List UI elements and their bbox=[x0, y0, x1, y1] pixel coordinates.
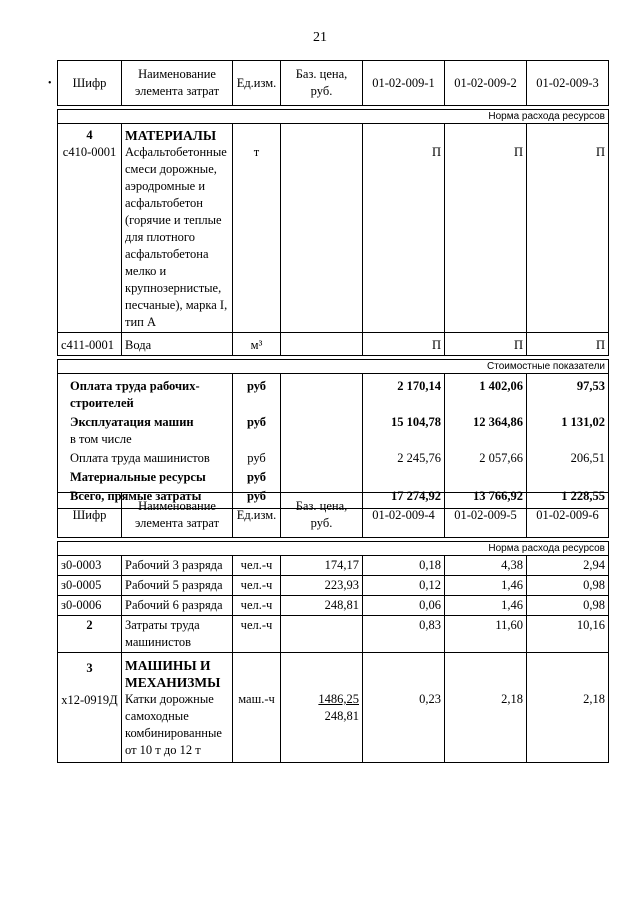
summary-value-3 bbox=[527, 468, 609, 487]
norm-caption: Норма расхода ресурсов bbox=[58, 110, 609, 124]
section-code: 3 bbox=[86, 661, 93, 675]
summary-value-2: 2 057,66 bbox=[445, 449, 527, 468]
table-row-value-1: 0,23 bbox=[363, 653, 445, 763]
margin-bullet: • bbox=[48, 78, 52, 89]
summary-name: Всего, прямые затраты bbox=[58, 487, 233, 509]
header-unit: Ед.изм. bbox=[233, 493, 281, 538]
table-row-value-2: 1,46 bbox=[445, 576, 527, 596]
summary-name: Эксплуатация машин bbox=[70, 415, 194, 429]
table-header-row bbox=[58, 61, 609, 106]
table-row-value-1: 0,18 bbox=[363, 556, 445, 576]
header-col-5: 01-02-009-5 bbox=[445, 493, 527, 538]
summary-value-2 bbox=[445, 468, 527, 487]
summary-unit: руб bbox=[233, 449, 281, 468]
table-row-code: з0-0003 bbox=[58, 556, 122, 576]
summary-value-2: 13 766,92 bbox=[445, 487, 527, 509]
table-row-value-2: 1,46 bbox=[445, 596, 527, 616]
summary-subcaption: в том числе bbox=[70, 432, 132, 446]
table-row-unit: маш.-ч bbox=[233, 653, 281, 763]
cost-caption: Стоимостные показатели bbox=[58, 360, 609, 374]
summary-unit: руб bbox=[233, 487, 281, 509]
summary-row bbox=[58, 468, 609, 487]
table-row-name: Вода bbox=[122, 333, 233, 356]
table-row-unit: чел.-ч bbox=[233, 576, 281, 596]
page-number: 21 bbox=[313, 30, 327, 45]
table-row-name: Рабочий 5 разряда bbox=[122, 576, 233, 596]
header-code: Шифр bbox=[58, 61, 122, 106]
summary-unit: руб bbox=[233, 468, 281, 487]
table-row-name: Катки дорожные самоходные комбинированные от 10 т до 12 т bbox=[125, 692, 222, 757]
table-row-price: 223,93 bbox=[281, 576, 363, 596]
section-title: МАШИНЫ И МЕХАНИЗМЫ bbox=[125, 658, 221, 690]
summary-name: Материальные ресурсы bbox=[58, 468, 233, 487]
materials-section-row bbox=[58, 124, 609, 333]
table-row-value-1: П bbox=[363, 333, 445, 356]
table-row-price-secondary: 248,81 bbox=[324, 709, 359, 723]
summary-value-1: 17 274,92 bbox=[363, 487, 445, 509]
table-row-unit: т bbox=[233, 124, 281, 333]
summary-row bbox=[58, 413, 609, 449]
labor-row bbox=[58, 616, 609, 653]
cost-caption-row bbox=[58, 360, 609, 374]
header-unit: Ед.изм. bbox=[233, 61, 281, 106]
table-row-name: Рабочий 3 разряда bbox=[122, 556, 233, 576]
table-row-value-1: 0,12 bbox=[363, 576, 445, 596]
section-code: 4 bbox=[86, 128, 93, 142]
table-row-unit: чел.-ч bbox=[233, 596, 281, 616]
table-header-row bbox=[58, 493, 609, 538]
table-row bbox=[58, 576, 609, 596]
summary-value-2: 1 402,06 bbox=[445, 374, 527, 414]
summary-unit: руб bbox=[233, 374, 281, 414]
summary-value-1 bbox=[363, 468, 445, 487]
table-row-code: с410-0001 bbox=[62, 145, 117, 159]
table-row bbox=[58, 333, 609, 356]
norm-caption-row bbox=[58, 110, 609, 124]
table-row-price bbox=[281, 124, 363, 333]
norm-caption: Норма расхода ресурсов bbox=[58, 542, 609, 556]
header-price: Баз. цена, руб. bbox=[281, 61, 363, 106]
summary-value-3: 206,51 bbox=[527, 449, 609, 468]
table-row-code: х12-0919Д bbox=[61, 693, 118, 707]
labor-code: 2 bbox=[58, 616, 122, 653]
header-col-2: 01-02-009-2 bbox=[445, 61, 527, 106]
header-code: Шифр bbox=[58, 493, 122, 538]
header-col-6: 01-02-009-6 bbox=[527, 493, 609, 538]
table-row-price: 174,17 bbox=[281, 556, 363, 576]
table-row-name: Рабочий 6 разряда bbox=[122, 596, 233, 616]
table-row-code: с411-0001 bbox=[58, 333, 122, 356]
norm-caption-row bbox=[58, 542, 609, 556]
summary-value-1: 2 170,14 bbox=[363, 374, 445, 414]
header-name: Наименование элемента затрат bbox=[122, 61, 233, 106]
table-row-value-3: 2,94 bbox=[527, 556, 609, 576]
header-col-3: 01-02-009-3 bbox=[527, 61, 609, 106]
table-row bbox=[58, 556, 609, 576]
table-row-price: 248,81 bbox=[281, 596, 363, 616]
summary-name: Оплата труда рабочих-строителей bbox=[58, 374, 233, 414]
labor-name: Затраты труда машинистов bbox=[122, 616, 233, 653]
resource-table-1 bbox=[57, 60, 609, 509]
labor-value-3: 10,16 bbox=[527, 616, 609, 653]
summary-row bbox=[58, 374, 609, 414]
table-row-value-3: 0,98 bbox=[527, 576, 609, 596]
table-row-price: 1486,25 bbox=[318, 692, 359, 706]
header-col-1: 01-02-009-1 bbox=[363, 61, 445, 106]
table-row-value-2: 2,18 bbox=[445, 653, 527, 763]
summary-name: Оплата труда машинистов bbox=[58, 449, 233, 468]
table-row-code: з0-0006 bbox=[58, 596, 122, 616]
table-row-value-1: 0,06 bbox=[363, 596, 445, 616]
table-row-value-3: П bbox=[527, 124, 609, 333]
table-row-value-1: П bbox=[363, 124, 445, 333]
table-row-value-3: 2,18 bbox=[527, 653, 609, 763]
table-row-price bbox=[281, 333, 363, 356]
table-row-unit: м³ bbox=[233, 333, 281, 356]
summary-row bbox=[58, 449, 609, 468]
labor-unit: чел.-ч bbox=[233, 616, 281, 653]
machines-section-row bbox=[58, 653, 609, 763]
summary-value-1: 15 104,78 bbox=[363, 413, 445, 449]
summary-value-3: 97,53 bbox=[527, 374, 609, 414]
summary-value-2: 12 364,86 bbox=[445, 413, 527, 449]
table-row-value-2: 4,38 bbox=[445, 556, 527, 576]
section-title: МАТЕРИАЛЫ bbox=[125, 128, 217, 143]
table-row-code: з0-0005 bbox=[58, 576, 122, 596]
table-row-value-3: П bbox=[527, 333, 609, 356]
summary-value-3: 1 131,02 bbox=[527, 413, 609, 449]
labor-value-2: 11,60 bbox=[445, 616, 527, 653]
summary-value-1: 2 245,76 bbox=[363, 449, 445, 468]
summary-unit: руб bbox=[233, 413, 281, 449]
table-row bbox=[58, 596, 609, 616]
table-row-unit: чел.-ч bbox=[233, 556, 281, 576]
table-row-value-2: П bbox=[445, 333, 527, 356]
header-price: Баз. цена, руб. bbox=[281, 493, 363, 538]
header-col-4: 01-02-009-4 bbox=[363, 493, 445, 538]
labor-value-1: 0,83 bbox=[363, 616, 445, 653]
summary-value-3: 1 228,55 bbox=[527, 487, 609, 509]
table-row-value-2: П bbox=[445, 124, 527, 333]
table-row-name: Асфальтобетонные смеси дорожные, аэродромные и асфальтобетон (горячие и теплые для плотного асфальтобетона мелко и крупнозернистые, песчаные), марка I, тип А bbox=[125, 145, 228, 329]
header-name: Наименование элемента затрат bbox=[122, 493, 233, 538]
resource-table-2 bbox=[57, 492, 609, 763]
table-row-value-3: 0,98 bbox=[527, 596, 609, 616]
